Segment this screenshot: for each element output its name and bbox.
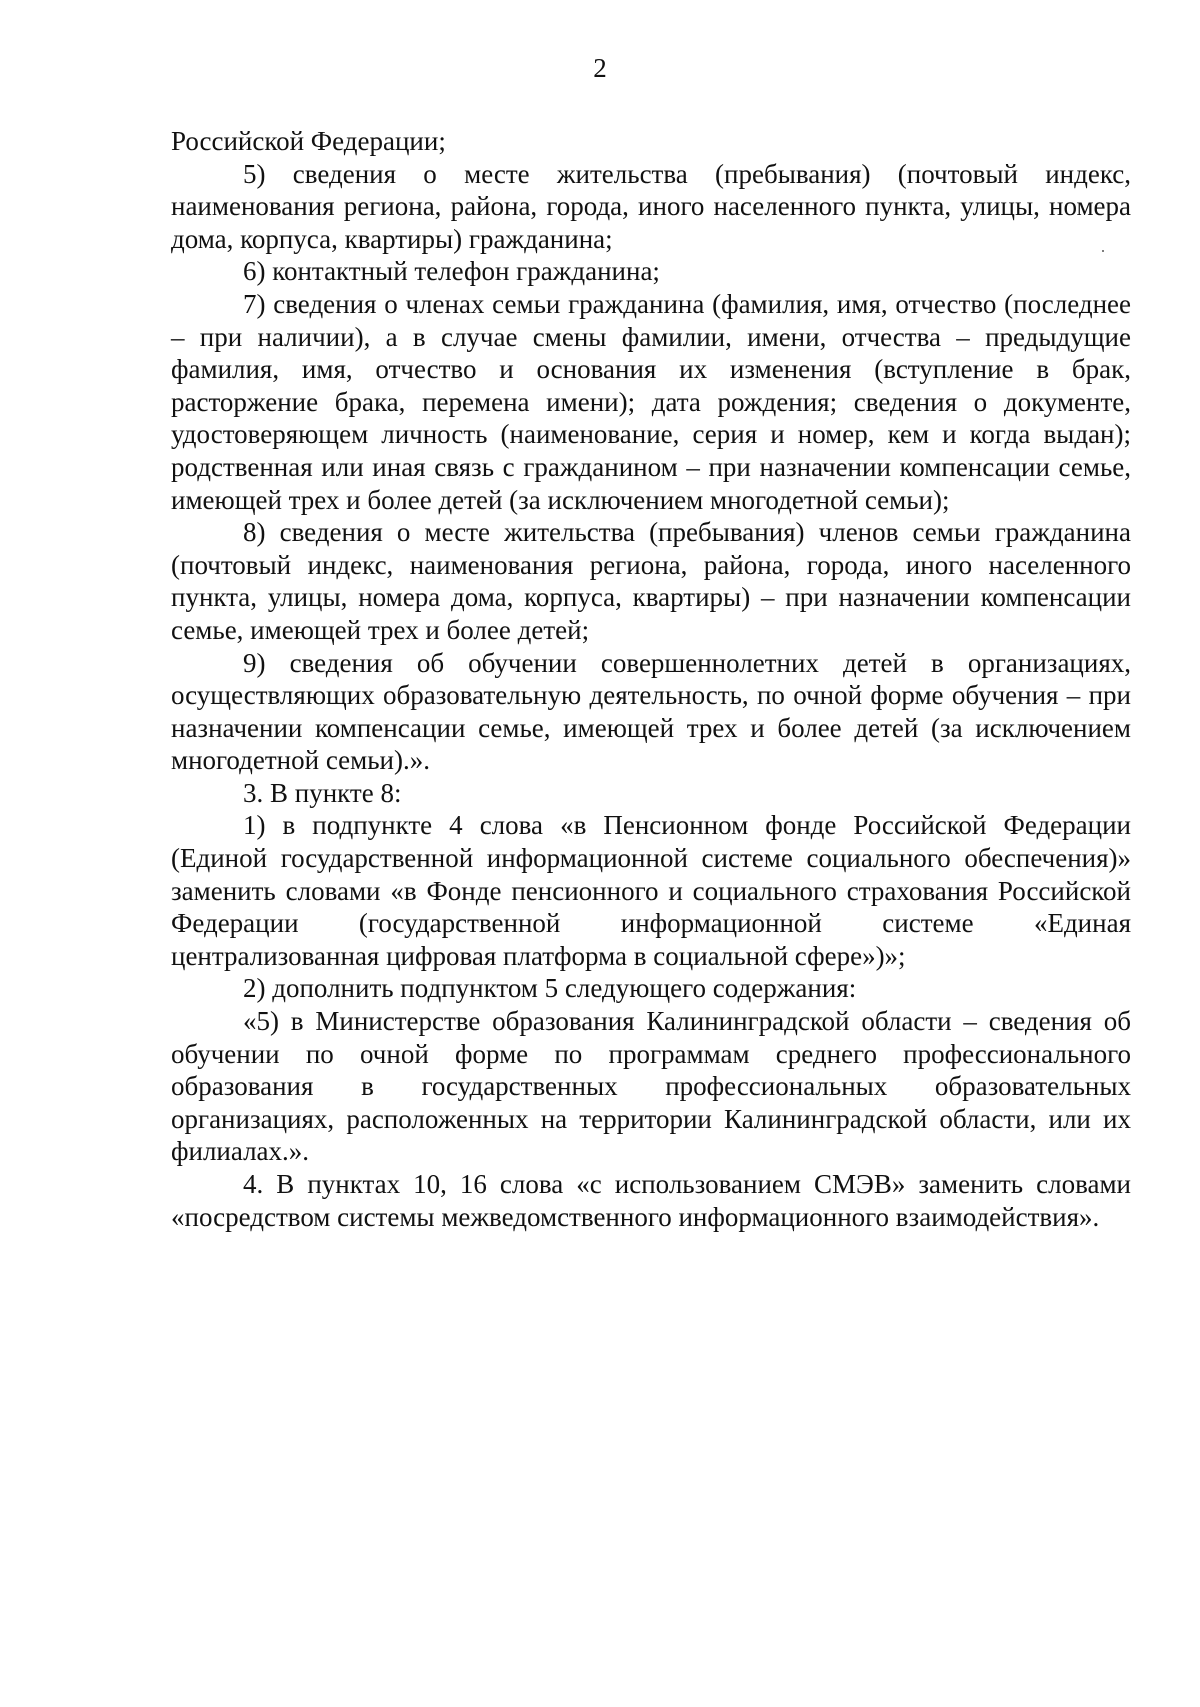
paragraph-inserted-subitem-5: «5) в Министерстве образования Калининградской области – сведения об обучении по очной форме по программам среднего профессионального образования в государственных профессиональных образовательных организациях, расположенных на территории Калининградской области, или их филиалах.». bbox=[171, 1006, 1131, 1167]
paragraph-section-3-sub-2: 2) дополнить подпунктом 5 следующего содержания: bbox=[243, 973, 857, 1004]
paragraph-section-3: 3. В пункте 8: bbox=[243, 777, 402, 808]
page-number: 2 bbox=[593, 53, 607, 83]
paragraph-item-6: 6) контактный телефон гражданина; bbox=[243, 256, 660, 287]
paragraph-item-9: 9) сведения об обучении совершеннолетних детей в организациях, осуществляющих образовательную деятельность, по очной форме обучения – при назначении компенсации семье, имеющей трех и более детей (за исключением многодетной семьи).». bbox=[171, 647, 1131, 776]
paragraph-section-3-sub-1: 1) в подпункте 4 слова «в Пенсионном фонде Российской Федерации (Единой государственной информационной системе социального обеспечения)» заменить словами «в Фонде пенсионного и социального страхования Российской Федерации (государственной информационной системе «Единая централизованная цифровая платформа в социальной сфере»)»; bbox=[171, 810, 1131, 971]
paragraph-item-7: 7) сведения о членах семьи гражданина (фамилия, имя, отчество (последнее – при наличии), а в случае смены фамилии, имени, отчества – предыдущие фамилия, имя, отчество и основания их изменения (вступление в брак, расторжение брака, перемена имени); дата рождения; сведения о документе, удостоверяющем личность (наименование, серия и номер, кем и когда выдан); родственная или иная связь с гражданином – при назначении компенсации семье, имеющей трех и более детей (за исключением многодетной семьи); bbox=[171, 288, 1131, 515]
document-body bbox=[171, 125, 1131, 1233]
paragraph-continuation: Российской Федерации; bbox=[171, 126, 446, 156]
paragraph-item-5: 5) сведения о месте жительства (пребывания) (почтовый индекс, наименования региона, района, города, иного населенного пункта, улицы, номера дома, корпуса, квартиры) гражданина; bbox=[171, 158, 1131, 254]
paragraph-section-4: 4. В пунктах 10, 16 слова «с использованием СМЭВ» заменить словами «посредством системы межведомственного информационного взаимодействия». bbox=[171, 1169, 1131, 1232]
paragraph-item-8: 8) сведения о месте жительства (пребывания) членов семьи гражданина (почтовый индекс, наименования региона, района, города, иного населенного пункта, улицы, номера дома, корпуса, квартиры) – при назначении компенсации семье, имеющей трех и более детей; bbox=[171, 517, 1131, 645]
